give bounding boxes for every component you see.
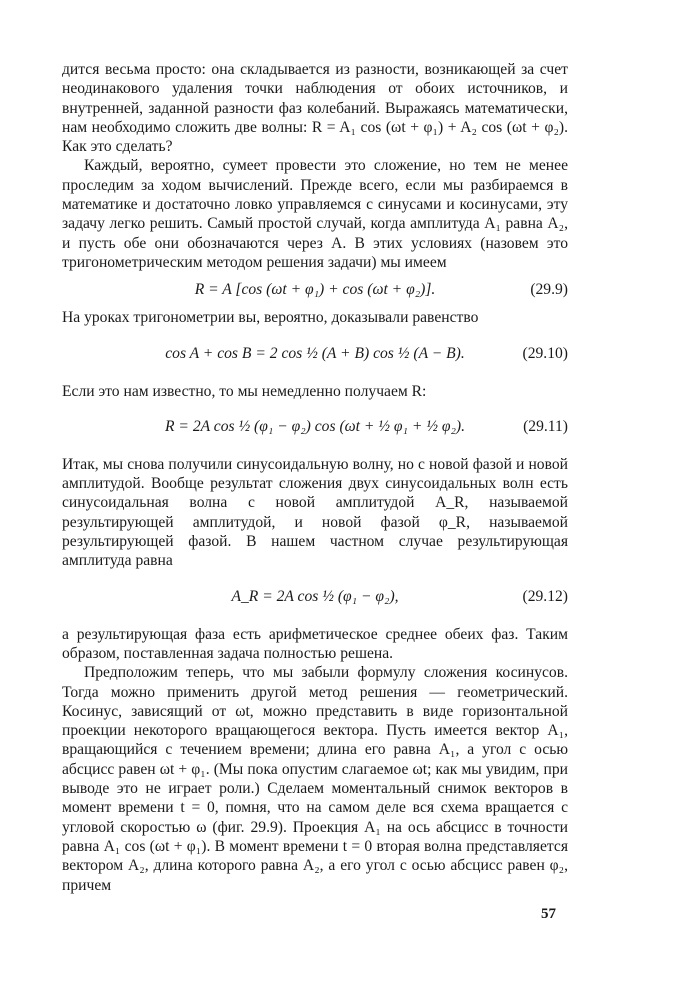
equation-29-11-number: (29.11)	[523, 417, 568, 435]
equation-29-10-formula: cos A + cos B = 2 cos ½ (A + B) cos ½ (A − B).	[165, 344, 465, 362]
paragraph-7: Предположим теперь, что мы забыли формулу сложения косинусов. Тогда можно применить другой метод решения — геометрический. Косинус, зависящий от ωt, можно представить в виде горизонтальной проекции некоторого вращающегося вектора. Пусть имеется вектор A₁, вращающийся с течением времени; длина его равна A₁, а угол с осью абсцисс равен ωt + φ₁. (Мы пока опустим слагаемое ωt; как мы увидим, при выводе это не играет роли.) Сделаем моментальный снимок векторов в момент времени t = 0, помня, что на самом деле вся схема вращается с угловой скоростью ω (фиг. 29.9). Проекция A₁ на ось абсцисс в точности равна A₁ cos (ωt + φ₁). В момент времени t = 0 вторая волна представляется вектором A₂, длина которого равна A₂, а его угол с осью абсцисс равен φ₂, причем	[62, 664, 568, 894]
page-body	[62, 60, 568, 895]
equation-29-9-formula: R = A [cos (ωt + φ₁) + cos (ωt + φ₂)].	[194, 281, 436, 299]
equation-29-10	[62, 338, 568, 370]
equation-29-9	[62, 280, 568, 300]
equation-29-12-number: (29.12)	[522, 587, 568, 605]
page-number: 57	[541, 906, 556, 922]
paragraph-4: Если это нам известно, то мы немедленно получаем R:	[62, 382, 427, 400]
equation-29-11	[62, 411, 568, 443]
paragraph-2: Каждый, вероятно, сумеет провести это сложение, но тем не менее проследим за ходом вычислений. Прежде всего, если мы разбираемся в математике и достаточно ловко управляемся с синусами и косинусами, эту задачу легко решить. Самый простой случай, когда амплитуда A₁ равна A₂, и пусть обе они обозначаются через A. В этих условиях (назовем это тригонометрическим методом решения задачи) мы имеем	[62, 157, 568, 271]
paragraph-6: а результирующая фаза есть арифметическое среднее обеих фаз. Таким образом, поставленная задача полностью решена.	[62, 625, 568, 662]
equation-29-11-formula: R = 2A cos ½ (φ₁ − φ₂) cos (ωt + ½ φ₁ + ½ φ₂).	[165, 417, 465, 435]
equation-29-9-number: (29.9)	[530, 281, 568, 299]
paragraph-1: дится весьма просто: она складывается из разности, возникающей за счет неодинакового удаления точки наблюдения от обоих источников, и внутренней, заданной разности фаз колебаний. Выражаясь математически, нам необходимо сложить две волны: R = A₁ cos (ωt + φ₁) + A₂ cos (ωt + φ₂). Как это сделать?	[62, 61, 568, 156]
equation-29-12-formula: A_R = 2A cos ½ (φ₁ − φ₂),	[231, 587, 399, 605]
equation-29-12	[62, 581, 568, 613]
paragraph-3: На уроках тригонометрии вы, вероятно, доказывали равенство	[62, 309, 479, 327]
paragraph-5: Итак, мы снова получили синусоидальную волну, но с новой фазой и новой амплитудой. Вообще результат сложения двух синусоидальных волн есть синусоидальная волна с новой амплитудой A_R, называемой результирующей амплитудой, и новой фазой φ_R, называемой результирующей фазой. В нашем частном случае результирующая амплитуда равна	[62, 455, 568, 570]
equation-29-10-number: (29.10)	[522, 344, 568, 362]
